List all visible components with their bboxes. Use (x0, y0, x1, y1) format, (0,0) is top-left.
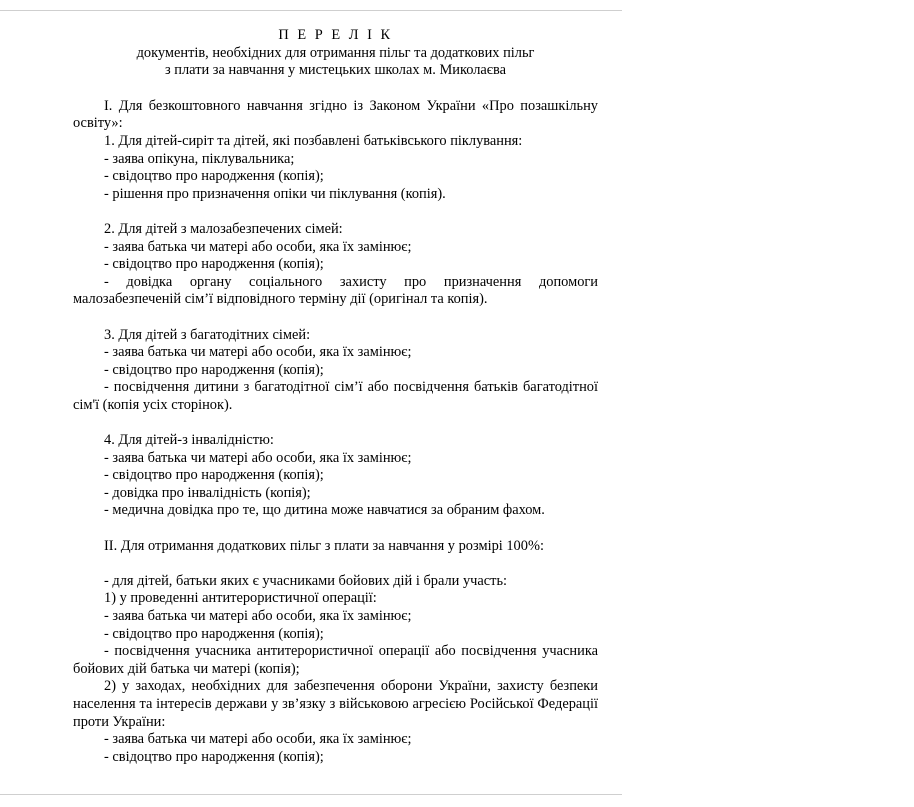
group-4-heading: 4. Для дітей-з інвалідністю: (104, 432, 274, 449)
list-item: - заява батька чи матері або особи, яка їх замінює; (104, 449, 412, 466)
list-item: - посвідчення дитини з багатодітної сім’ї або посвідчення батьків багатодітної сім'ї (копія усіх сторінок). (73, 379, 598, 413)
list-item: - свідоцтво про народження (копія); (104, 625, 324, 642)
subsection-1-heading: 1) у проведенні антитерористичної операції: (104, 590, 377, 607)
list-item: - довідка органу соціального захисту про призначення допомоги малозабезпеченій сім’ї відповідного терміну дії (оригінал та копія). (73, 273, 598, 308)
list-item: - заява батька чи матері або особи, яка їх замінює; (104, 608, 412, 624)
document-body (73, 27, 598, 766)
group-3-heading: 3. Для дітей з багатодітних сімей: (104, 326, 311, 343)
list-item: - свідоцтво про народження (копія); (104, 361, 324, 378)
list-item: - заява батька чи матері або особи, яка їх замінює; (104, 731, 412, 748)
list-item: - медична довідка про те, що дитина може навчатися за обраним фахом. (104, 502, 545, 519)
list-item: - заява батька чи матері або особи, яка їх замінює; (104, 238, 412, 255)
list-item: - свідоцтво про народження (копія); (104, 748, 324, 765)
list-item: - рішення про призначення опіки чи піклування (копія). (104, 185, 446, 202)
list-item: - довідка про інвалідність (копія); (104, 484, 311, 501)
section-2-heading: ІІ. Для отримання додаткових пільг з плати за навчання у розмірі 100%: (104, 537, 544, 554)
list-item: - посвідчення учасника антитерористичної операції або посвідчення учасника бойових дій батька чи матері (копія); (73, 643, 598, 677)
list-item: - свідоцтво про народження (копія); (104, 467, 324, 484)
group-2-heading: 2. Для дітей з малозабезпечених сімей: (104, 220, 343, 237)
subsection-2-heading: 2) у заходах, необхідних для забезпечення оборони України, захисту безпеки населення та інтересів держави у зв’язку з військовою агресією Російської Федерації проти України: (73, 678, 598, 730)
list-item: - заява опікуна, піклувальника; (104, 150, 295, 167)
section-1-heading: І. Для безкоштовного навчання згідно із Законом України «Про позашкільну освіту»: (73, 97, 598, 132)
document-subtitle-line-2: з плати за навчання у мистецьких школах м. Миколаєва (165, 62, 506, 79)
page-top-border (0, 10, 622, 11)
group-1-heading: 1. Для дітей-сиріт та дітей, які позбавлені батьківського піклування: (104, 132, 523, 149)
document-subtitle-line-1: документів, необхідних для отримання пільг та додаткових пільг (136, 44, 535, 61)
list-item: - свідоцтво про народження (копія); (104, 256, 324, 273)
section-2-intro: - для дітей, батьки яких є учасниками бойових дій і брали участь: (104, 572, 508, 589)
page-bottom-border (0, 794, 622, 795)
document-title: П Е Р Е Л І К (278, 27, 393, 43)
list-item: - свідоцтво про народження (копія); (104, 168, 324, 185)
list-item: - заява батька чи матері або особи, яка їх замінює; (104, 344, 412, 361)
